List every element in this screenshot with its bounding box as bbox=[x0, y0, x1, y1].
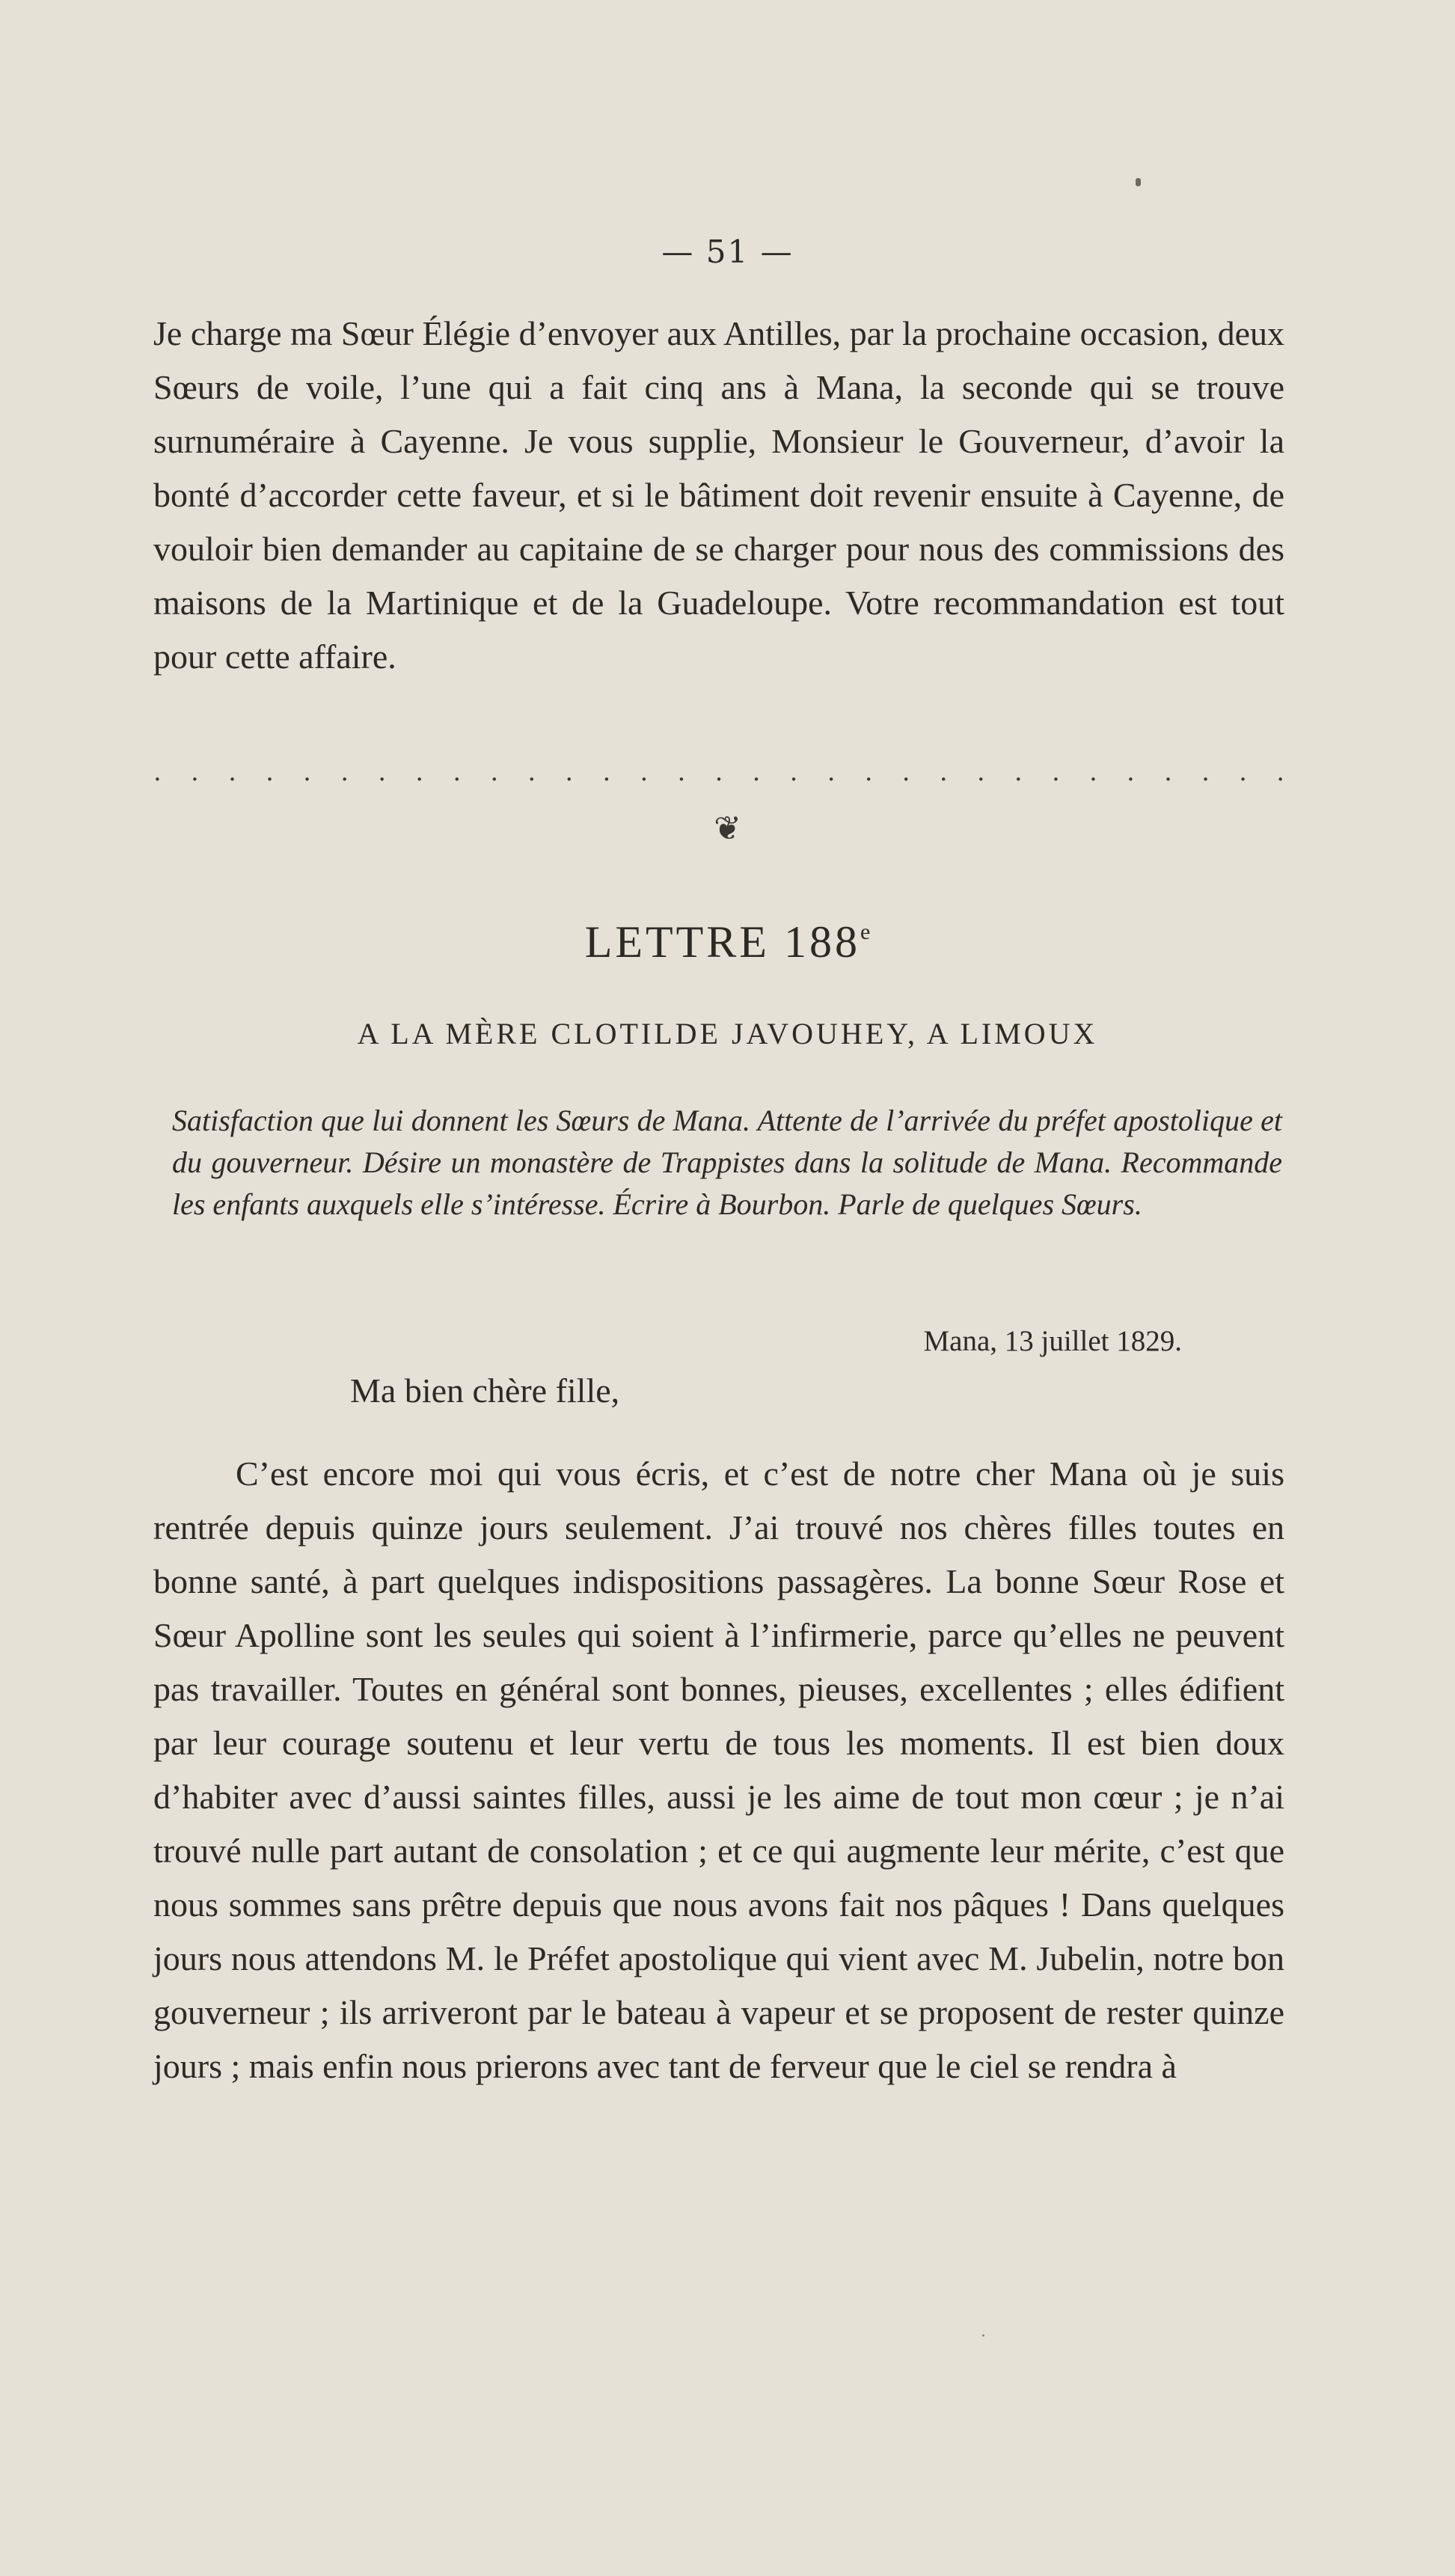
paper-speck bbox=[982, 2334, 984, 2337]
page-number: — 51 — bbox=[661, 233, 794, 270]
letter-title-superscript: e bbox=[860, 920, 871, 944]
salutation: Ma bien chère fille, bbox=[350, 1371, 620, 1410]
ellipsis-line: . . . . . . . . . . . . . . . . . . . . . . . . . . . . . . . bbox=[153, 757, 1284, 787]
letter-date: Mana, 13 juillet 1829. bbox=[923, 1325, 1182, 1357]
letter-recipient: A LA MÈRE CLOTILDE JAVOUHEY, A LIMOUX bbox=[357, 1017, 1098, 1050]
letter-title-text: LETTRE 188 bbox=[584, 917, 860, 967]
letter-title bbox=[0, 917, 1455, 968]
letter-body bbox=[153, 1447, 1284, 2093]
paragraph-previous-letter: Je charge ma Sœur Élégie d’envoyer aux Antilles, par la prochaine occasion, deux Sœurs de voile, l’une qui a fait cinq ans à Mana, la seconde qui se trouve surnuméraire à Cayenne. Je vous supplie, Monsieur le Gouverneur, d’avoir la bonté d’accorder cette faveur, et si le bâtiment doit revenir ensuite à Cayenne, de vouloir bien demander au capitaine de se charger pour nous des commissions des maisons de la Martinique et de la Guadeloupe. Votre recommandation est tout pour cette affaire. bbox=[153, 314, 1284, 676]
ink-dot bbox=[1136, 178, 1141, 186]
fleuron-ornament: ❦ bbox=[714, 810, 741, 848]
letter-summary: Satisfaction que lui donnent les Sœurs de Mana. Attente de l’arrivée du préfet apostolique et du gouverneur. Désire un monastère de Trappistes dans la solitude de Mana. Recommande les enfants auxquels elle s’intéresse. Écrire à Bourbon. Parle de quelques Sœurs. bbox=[172, 1104, 1282, 1221]
paragraph-letter-body: C’est encore moi qui vous écris, et c’est de notre cher Mana où je suis rentrée depuis quinze jours seulement. J’ai trouvé nos chères filles toutes en bonne santé, à part quelques indispositions passagères. La bonne Sœur Rose et Sœur Apolline sont les seules qui soient à l’infirmerie, parce qu’elles ne peuvent pas travailler. Toutes en général sont bonnes, pieuses, excellentes ; elles édifient par leur courage soutenu et leur vertu de tous les moments. Il est bien doux d’habiter avec d’aussi saintes filles, aussi je les aime de tout mon cœur ; je n’ai trouvé nulle part autant de consolation ; et ce qui augmente leur mérite, c’est que nous sommes sans prêtre depuis que nous avons fait nos pâques ! Dans quelques jours nous attendons M. le Préfet apostolique qui vient avec M. Jubelin, notre bon gouverneur ; ils arriveront par le bateau à vapeur et se proposent de rester quinze jours ; mais enfin nous prierons avec tant de ferveur que le ciel se rendra à bbox=[153, 1454, 1284, 2085]
